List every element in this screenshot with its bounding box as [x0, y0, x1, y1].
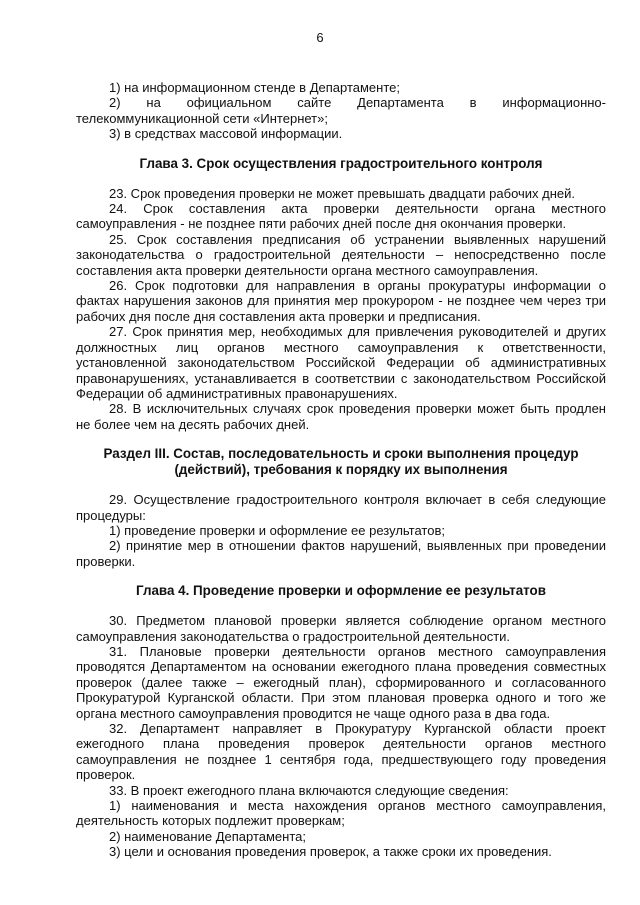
paragraph-23: 23. Срок проведения проверки не может превышать двадцати рабочих дней. [109, 185, 576, 201]
list-item: 1) на информационном стенде в Департаменте; [109, 80, 400, 95]
list-item: 2) принятие мер в отношении фактов нарушений, выявленных при проведении проверки. [76, 538, 606, 569]
paragraph-31: 31. Плановые проверки деятельности органов местного самоуправления проводятся Департаментом на основании ежегодного плана проведения совместных проверок (далее также – ежегодный план), сформированного и согласованного Прокуратурой Курганской области. При этом плановая проверка одного и того же органа местного самоуправления проводится не чаще одного раза в два года. [76, 643, 606, 721]
list-item: 1) проведение проверки и оформление ее результатов; [109, 522, 445, 538]
list-item: 1) наименования и места нахождения органов местного самоуправления, деятельность которых подлежит проверкам; [76, 798, 606, 829]
list-item: 2) на официальном сайте Департамента в информационно-телекоммуникационной сети «Интернет»; [76, 95, 606, 126]
document-body [76, 80, 606, 860]
paragraph-25: 25. Срок составления предписания об устранении выявленных нарушений законодательства о градостроительной деятельности – непосредственно после составления акта проверки деятельности органа местного самоуправления. [76, 231, 606, 278]
section-3-heading-line-1: Раздел III. Состав, последовательность и сроки выполнения процедур [103, 446, 579, 462]
list-item: 3) в средствах массовой информации. [109, 126, 343, 142]
paragraph-26: 26. Срок подготовки для направления в органы прокуратуры информации о фактах нарушения законов для принятия мер прокурором - не позднее чем через три рабочих дня после дня составления акта проверки и предписания. [76, 278, 606, 324]
paragraph-28: 28. В исключительных случаях срок проведения проверки может быть продлен не более чем на десять рабочих дней. [76, 401, 606, 432]
chapter-3-heading: Глава 3. Срок осуществления градостроительного контроля [139, 155, 543, 171]
page-number: 6 [316, 30, 324, 45]
chapter-4-heading: Глава 4. Проведение проверки и оформление ее результатов [136, 583, 546, 599]
list-item: 2) наименование Департамента; [109, 828, 306, 844]
section-3-heading [76, 446, 606, 478]
paragraph-24: 24. Срок составления акта проверки деятельности органа местного самоуправления - не позднее пяти рабочих дней после дня окончания проверки. [76, 201, 606, 232]
paragraph-29: 29. Осуществление градостроительного контроля включает в себя следующие процедуры: [76, 492, 606, 523]
paragraph-30: 30. Предметом плановой проверки является соблюдение органом местного самоуправления законодательства о градостроительной деятельности. [76, 613, 606, 644]
paragraph-33: 33. В проект ежегодного плана включаются следующие сведения: [109, 782, 509, 798]
paragraph-32: 32. Департамент направляет в Прокуратуру Курганской области проект ежегодного плана проведения проверок деятельности органов местного самоуправления не позднее 1 сентября года, предшествующего году проведения проверок. [76, 721, 606, 783]
list-item: 3) цели и основания проведения проверок, а также сроки их проведения. [109, 844, 552, 860]
section-3-heading-line-2: (действий), требования к порядку их выполнения [174, 462, 508, 478]
paragraph-27: 27. Срок принятия мер, необходимых для привлечения руководителей и других должностных лиц органов местного самоуправления к ответственности, установленной законодательством Российской Федерации об административных правонарушениях, устанавливается в соответствии с законодательством Российской Федерации об административных правонарушениях. [76, 324, 606, 401]
